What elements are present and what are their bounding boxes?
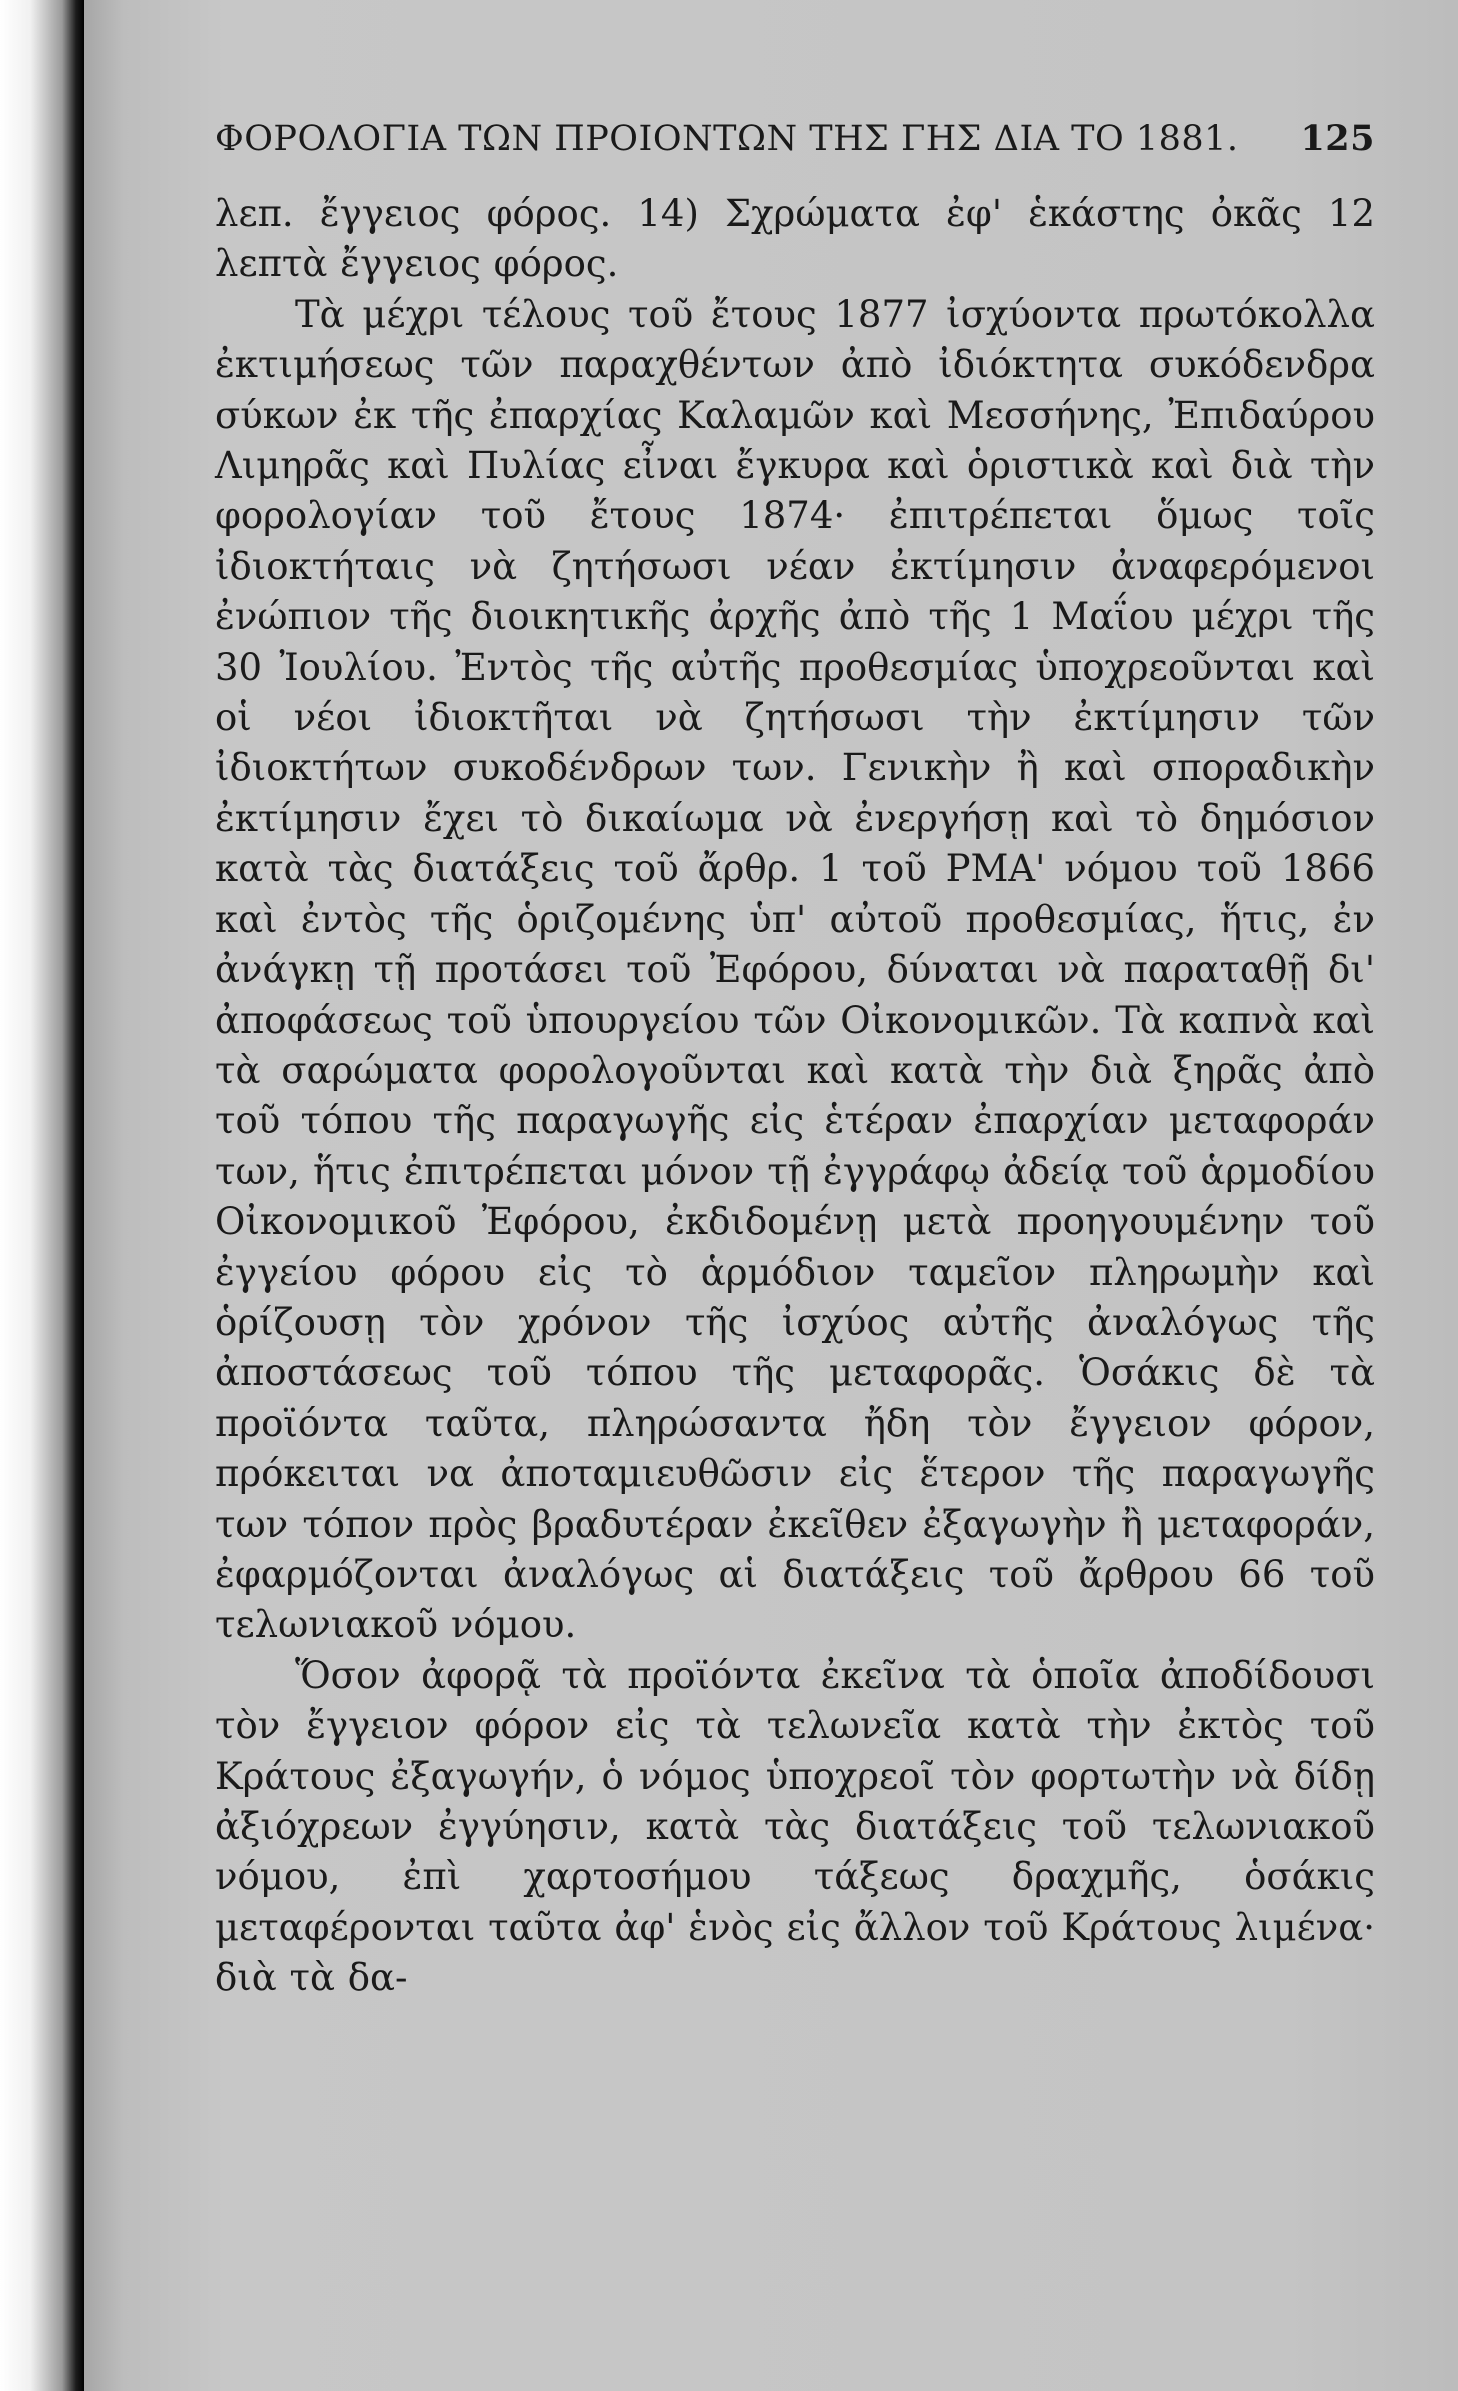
running-head-title: ΦΟΡΟΛΟΓΙΑ ΤΩΝ ΠΡΟΙΟΝΤΩΝ ΤΗΣ ΓΗΣ ΔΙΑ ΤΟ 1881. <box>215 119 1239 159</box>
body-text <box>215 189 1375 2004</box>
paragraph-fig-assessment: Τὰ μέχρι τέλους τοῦ ἔτους 1877 ἰσχύοντα πρωτόκολλα ἐκτιμήσεως τῶν παραχθέντων ἀπὸ ἰδιόκτητα συκόδενδρα σύκων ἐκ τῆς ἐπαρχίας Καλαμῶν καὶ Μεσσήνης, Ἐπιδαύρου Λιμηρᾶς καὶ Πυλίας εἶναι ἔγκυρα καὶ ὁριστικὰ καὶ διὰ τὴν φορολογίαν τοῦ ἔτους 1874· ἐπιτρέπεται ὅμως τοῖς ἰδιοκτήταις νὰ ζητήσωσι νέαν ἐκτίμησιν ἀναφερόμενοι ἐνώπιον τῆς διοικητικῆς ἀρχῆς ἀπὸ τῆς 1 Μαΐου μέχρι τῆς 30 Ἰουλίου. Ἐντὸς τῆς αὐτῆς προθεσμίας ὑποχρεοῦνται καὶ οἱ νέοι ἰδιοκτῆται νὰ ζητήσωσι τὴν ἐκτίμησιν τῶν ἰδιοκτήτων συκοδένδρων των. Γενικὴν ἢ καὶ σποραδικὴν ἐκτίμησιν ἔχει τὸ δικαίωμα νὰ ἐνεργήσῃ καὶ τὸ δημόσιον κατὰ τὰς διατάξεις τοῦ ἄρθρ. 1 τοῦ ΡΜΑ' νόμου τοῦ 1866 καὶ ἐντὸς τῆς ὁριζομένης ὑπ' αὐτοῦ προθεσμίας, ἥτις, ἐν ἀνάγκῃ τῇ προτάσει τοῦ Ἐφόρου, δύναται νὰ παραταθῇ δι' ἀποφάσεως τοῦ ὑπουργείου τῶν Οἰκονομικῶν. Τὰ καπνὰ καὶ τὰ σαρώματα φορολογοῦνται καὶ κατὰ τὴν διὰ ξηρᾶς ἀπὸ τοῦ τόπου τῆς παραγωγῆς εἰς ἑτέραν ἐπαρχίαν μεταφοράν των, ἥτις ἐπιτρέπεται μόνον τῇ ἐγγράφῳ ἀδείᾳ τοῦ ἁρμοδίου Οἰκονομικοῦ Ἐφόρου, ἐκδιδομένῃ μετὰ προηγουμένην τοῦ ἐγγείου φόρου εἰς τὸ ἁρμόδιον ταμεῖον πληρωμὴν καὶ ὁρίζουσῃ τὸν χρόνον τῆς ἰσχύος αὐτῆς ἀναλόγως τῆς ἀποστάσεως τοῦ τόπου τῆς μεταφορᾶς. Ὁσάκις δὲ τὰ προϊόντα ταῦτα, πληρώσαντα ἤδη τὸν ἔγγειον φόρον, πρόκειται να ἀποταμιευθῶσιν εἰς ἕτερον τῆς παραγωγῆς των τόπον πρὸς βραδυτέραν ἐκεῖθεν ἐξαγωγὴν ἢ μεταφοράν, ἐφαρμόζονται ἀναλόγως αἱ διατάξεις τοῦ ἄρθρου 66 τοῦ τελωνιακοῦ νόμου. <box>215 292 1375 1647</box>
page-content <box>215 95 1375 2004</box>
running-head <box>215 95 1375 183</box>
paragraph-continuation: λεπ. ἔγγειος φόρος. 14) Σχρώματα ἐφ' ἑκάστης ὀκᾶς 12 λεπτὰ ἔγγειος φόρος. <box>215 192 1375 286</box>
book-binding-gutter <box>0 0 84 2391</box>
page-number: 125 <box>1300 118 1375 159</box>
paragraph-export-guarantee: Ὅσον ἀφορᾷ τὰ προϊόντα ἐκεῖνα τὰ ὁποῖα ἀποδίδουσι τὸν ἔγγειον φόρον εἰς τὰ τελωνεῖα κατὰ τὴν ἐκτὸς τοῦ Κράτους ἐξαγωγήν, ὁ νόμος ὑποχρεοῖ τὸν φορτωτὴν νὰ δίδῃ ἀξιόχρεων ἐγγύησιν, κατὰ τὰς διατάξεις τοῦ τελωνιακοῦ νόμου, ἐπὶ χαρτοσήμου τάξεως δραχμῆς, ὁσάκις μεταφέρονται ταῦτα ἀφ' ἑνὸς εἰς ἄλλον τοῦ Κράτους λιμένα· διὰ τὰ δα- <box>215 1653 1375 2000</box>
